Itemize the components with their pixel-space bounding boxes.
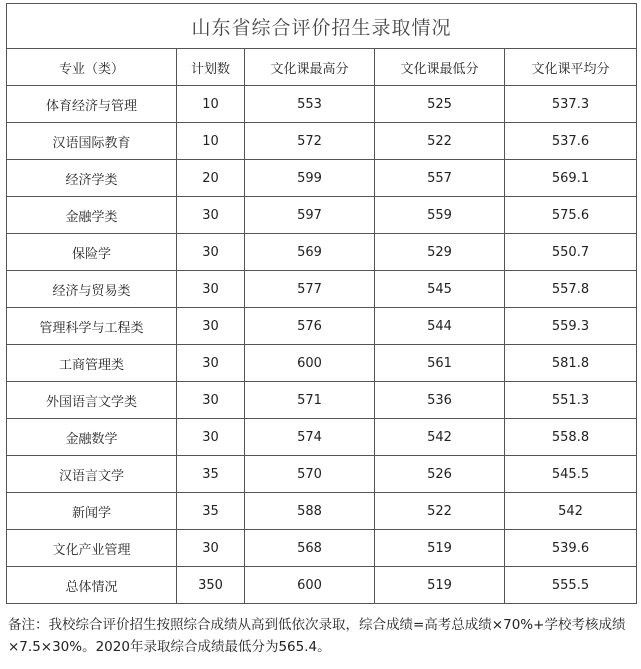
table-row xyxy=(7,382,637,419)
cell-avg-score: 575.6 xyxy=(505,197,637,234)
cell-avg-score: 539.6 xyxy=(505,530,637,567)
table-row xyxy=(7,493,637,530)
cell-major: 文化产业管理 xyxy=(7,530,177,567)
cell-min-score: 522 xyxy=(375,493,505,530)
cell-avg-score: 558.8 xyxy=(505,419,637,456)
cell-avg-score: 537.6 xyxy=(505,123,637,160)
cell-major: 经济学类 xyxy=(7,160,177,197)
header-min-score: 文化课最低分 xyxy=(375,49,505,86)
table-title: 山东省综合评价招生录取情况 xyxy=(7,4,637,49)
table-row xyxy=(7,271,637,308)
table-row xyxy=(7,567,637,604)
cell-max-score: 600 xyxy=(245,567,375,604)
cell-plan-count: 30 xyxy=(177,271,245,308)
cell-min-score: 542 xyxy=(375,419,505,456)
table-body xyxy=(7,86,637,604)
cell-plan-count: 30 xyxy=(177,234,245,271)
table-row xyxy=(7,234,637,271)
cell-plan-count: 30 xyxy=(177,308,245,345)
cell-min-score: 536 xyxy=(375,382,505,419)
cell-avg-score: 559.3 xyxy=(505,308,637,345)
header-major: 专业（类） xyxy=(7,49,177,86)
cell-major: 汉语国际教育 xyxy=(7,123,177,160)
cell-plan-count: 10 xyxy=(177,86,245,123)
cell-avg-score: 542 xyxy=(505,493,637,530)
cell-plan-count: 10 xyxy=(177,123,245,160)
cell-major: 总体情况 xyxy=(7,567,177,604)
cell-min-score: 519 xyxy=(375,530,505,567)
cell-plan-count: 35 xyxy=(177,493,245,530)
cell-avg-score: 551.3 xyxy=(505,382,637,419)
cell-max-score: 569 xyxy=(245,234,375,271)
cell-max-score: 597 xyxy=(245,197,375,234)
cell-max-score: 568 xyxy=(245,530,375,567)
table-row xyxy=(7,308,637,345)
cell-plan-count: 30 xyxy=(177,382,245,419)
table-row xyxy=(7,456,637,493)
table-row xyxy=(7,123,637,160)
table-row xyxy=(7,530,637,567)
cell-max-score: 570 xyxy=(245,456,375,493)
cell-max-score: 577 xyxy=(245,271,375,308)
cell-max-score: 574 xyxy=(245,419,375,456)
table-row xyxy=(7,160,637,197)
cell-max-score: 572 xyxy=(245,123,375,160)
cell-max-score: 599 xyxy=(245,160,375,197)
cell-max-score: 600 xyxy=(245,345,375,382)
cell-avg-score: 555.5 xyxy=(505,567,637,604)
cell-max-score: 571 xyxy=(245,382,375,419)
header-plan-count: 计划数 xyxy=(177,49,245,86)
cell-avg-score: 569.1 xyxy=(505,160,637,197)
cell-major: 新闻学 xyxy=(7,493,177,530)
cell-major: 汉语言文学 xyxy=(7,456,177,493)
cell-min-score: 526 xyxy=(375,456,505,493)
cell-plan-count: 35 xyxy=(177,456,245,493)
cell-avg-score: 550.7 xyxy=(505,234,637,271)
cell-plan-count: 30 xyxy=(177,197,245,234)
cell-min-score: 525 xyxy=(375,86,505,123)
cell-major: 管理科学与工程类 xyxy=(7,308,177,345)
cell-plan-count: 350 xyxy=(177,567,245,604)
cell-major: 保险学 xyxy=(7,234,177,271)
table-row xyxy=(7,345,637,382)
cell-min-score: 561 xyxy=(375,345,505,382)
cell-plan-count: 30 xyxy=(177,419,245,456)
cell-major: 体育经济与管理 xyxy=(7,86,177,123)
cell-major: 金融数学 xyxy=(7,419,177,456)
header-max-score: 文化课最高分 xyxy=(245,49,375,86)
table-title-row xyxy=(7,4,637,49)
cell-plan-count: 30 xyxy=(177,530,245,567)
admission-table xyxy=(6,3,637,604)
cell-max-score: 588 xyxy=(245,493,375,530)
cell-major: 工商管理类 xyxy=(7,345,177,382)
cell-plan-count: 30 xyxy=(177,345,245,382)
table-row xyxy=(7,419,637,456)
cell-min-score: 557 xyxy=(375,160,505,197)
footnote: 备注：我校综合评价招生按照综合成绩从高到低依次录取，综合成绩=高考总成绩×70%+学校考核成绩×7.5×30%。2020年录取综合成绩最低分为565.4。 xyxy=(8,617,626,655)
table-row xyxy=(7,197,637,234)
cell-min-score: 544 xyxy=(375,308,505,345)
cell-major: 经济与贸易类 xyxy=(7,271,177,308)
cell-plan-count: 20 xyxy=(177,160,245,197)
cell-min-score: 559 xyxy=(375,197,505,234)
cell-min-score: 545 xyxy=(375,271,505,308)
cell-major: 外国语言文学类 xyxy=(7,382,177,419)
cell-major: 金融学类 xyxy=(7,197,177,234)
cell-avg-score: 545.5 xyxy=(505,456,637,493)
cell-max-score: 576 xyxy=(245,308,375,345)
cell-max-score: 553 xyxy=(245,86,375,123)
cell-min-score: 519 xyxy=(375,567,505,604)
table-header-row xyxy=(7,49,637,86)
header-avg-score: 文化课平均分 xyxy=(505,49,637,86)
cell-avg-score: 537.3 xyxy=(505,86,637,123)
table-row xyxy=(7,86,637,123)
cell-avg-score: 581.8 xyxy=(505,345,637,382)
cell-min-score: 529 xyxy=(375,234,505,271)
cell-avg-score: 557.8 xyxy=(505,271,637,308)
cell-min-score: 522 xyxy=(375,123,505,160)
